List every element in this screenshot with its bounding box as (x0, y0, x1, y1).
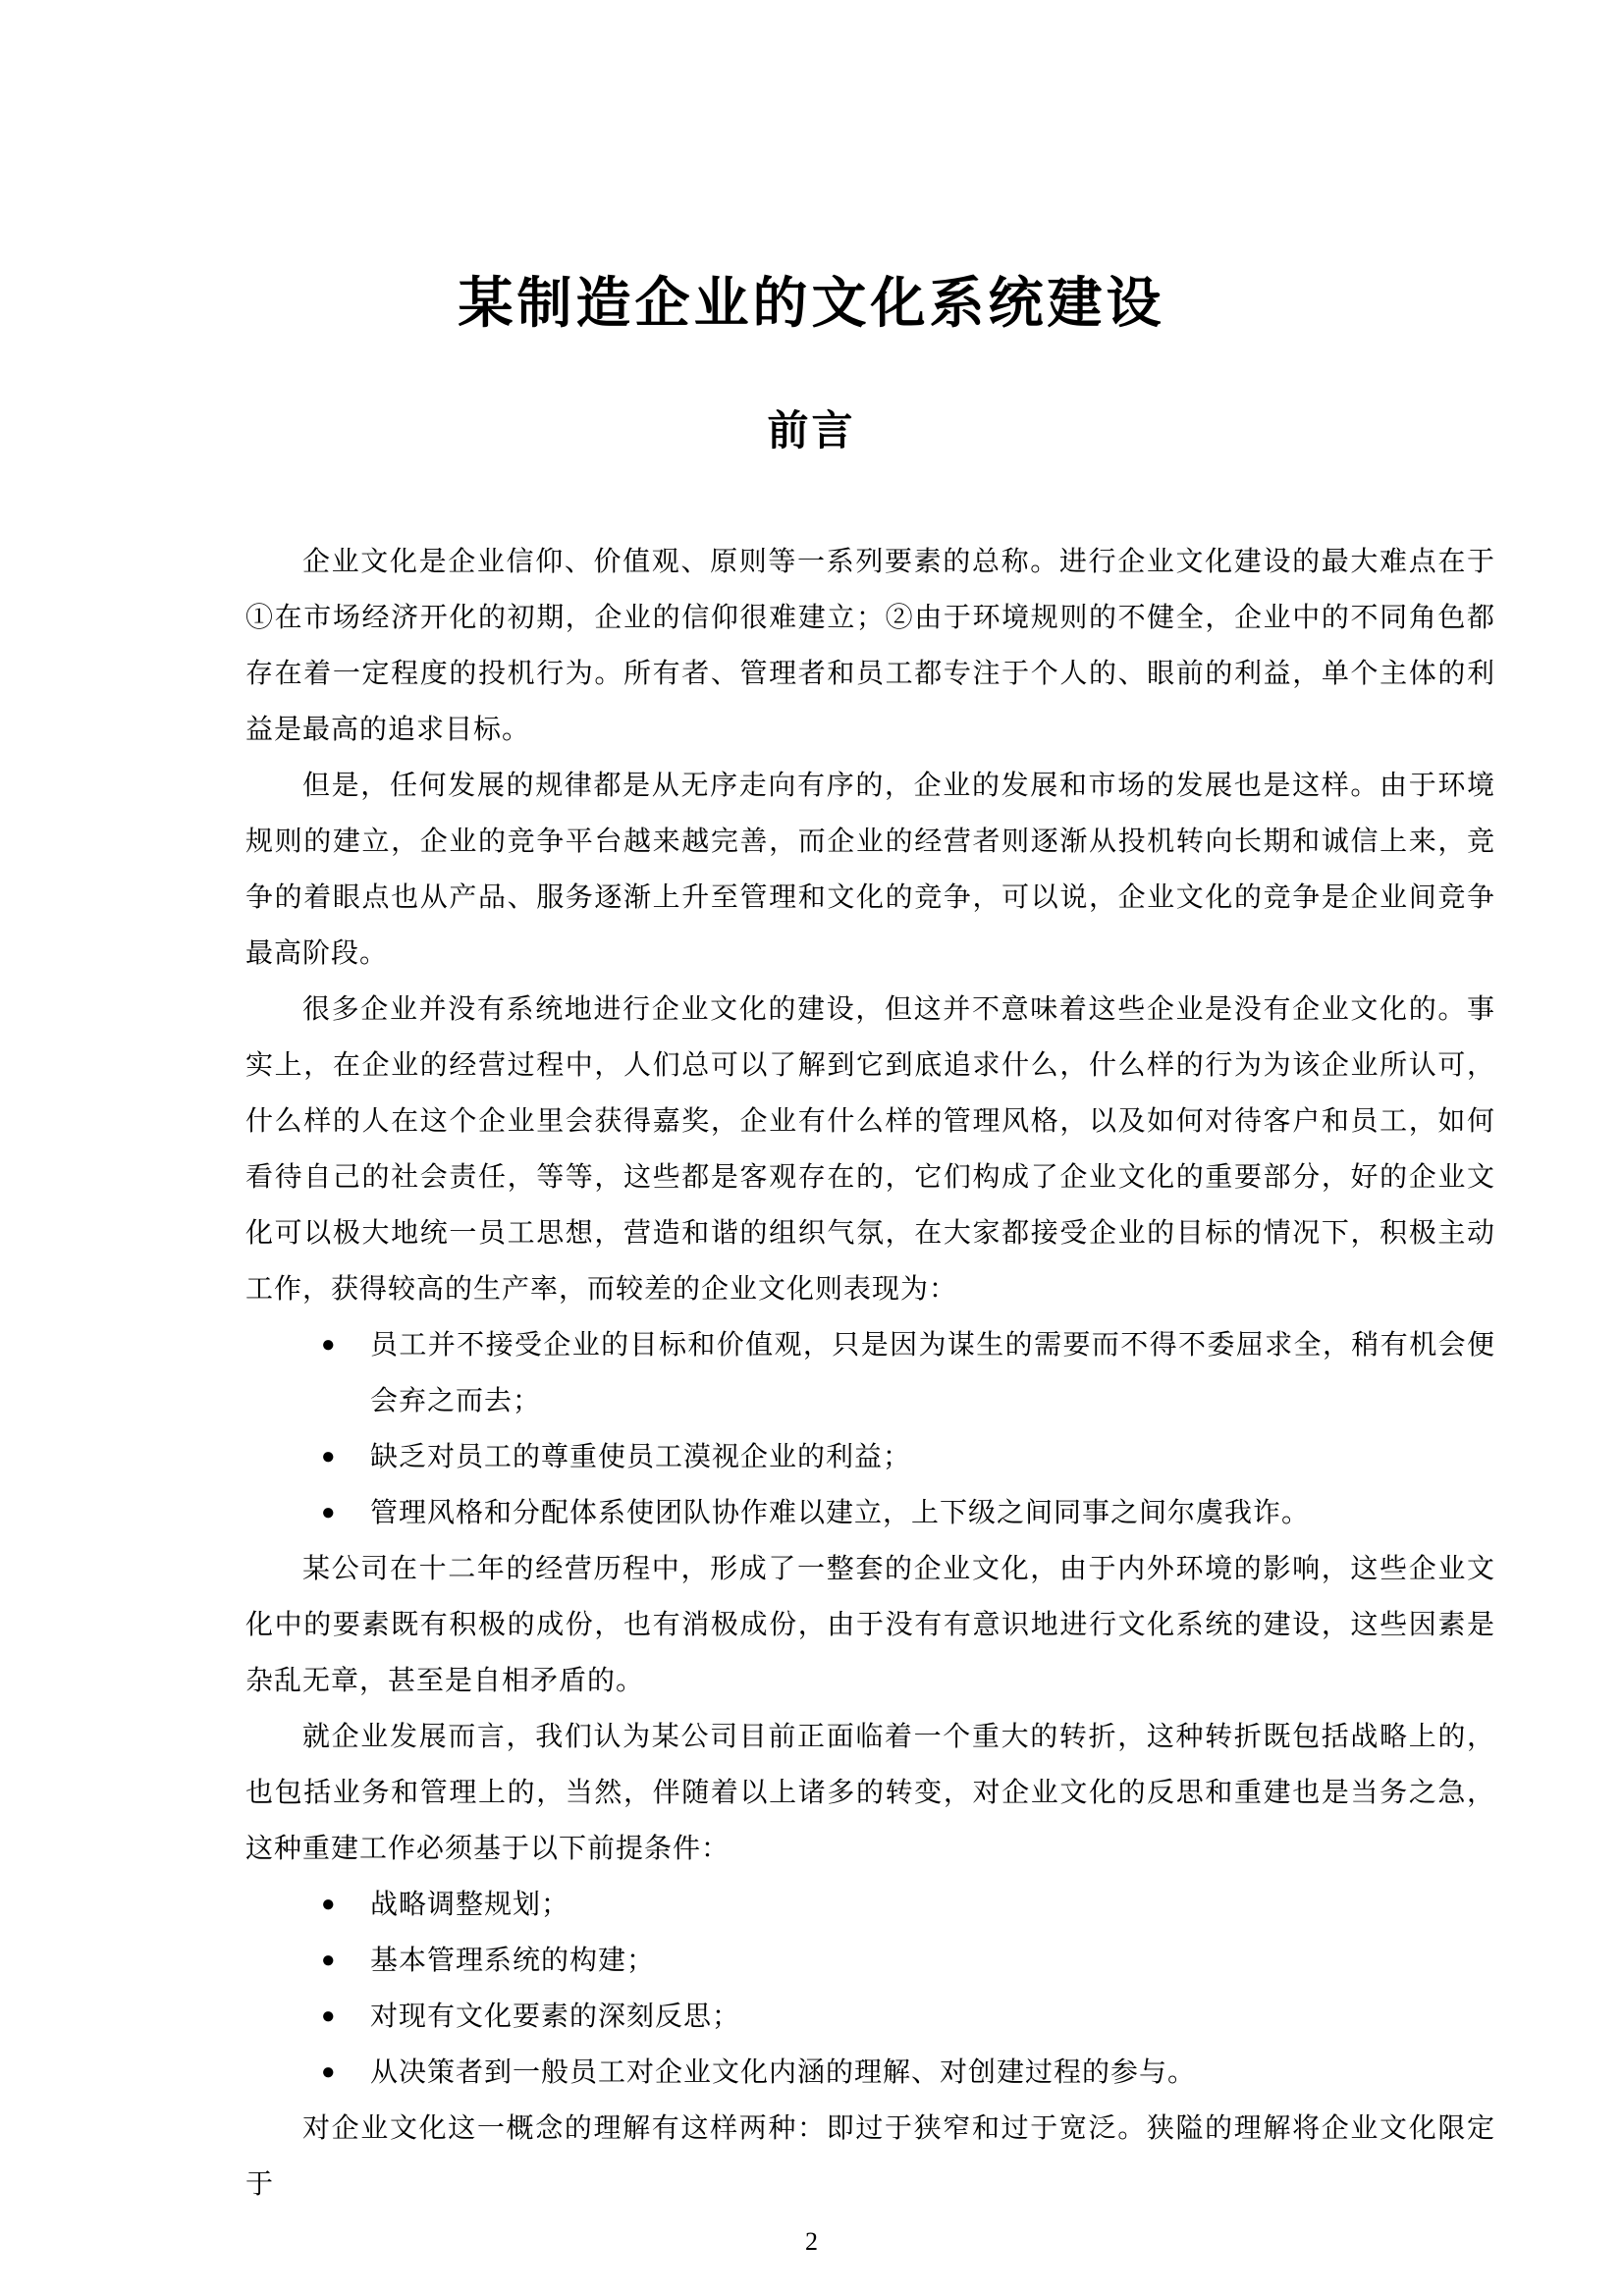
paragraph-intro: 企业文化是企业信仰、价值观、原则等一系列要素的总称。进行企业文化建设的最大难点在于①在市场经济开化的初期，企业的信仰很难建立；②由于环境规则的不健全，企业中的不同角色都存在着一定程度的投机行为。所有者、管理者和员工都专注于个人的、眼前的利益，单个主体的利益是最高的追求目标。 (245, 547, 1495, 745)
paragraph-turning-point: 就企业发展而言，我们认为某公司目前正面临着一个重大的转折，这种转折既包括战略上的，也包括业务和管理上的，当然，伴随着以上诸多的转变，对企业文化的反思和重建也是当务之急，这种重建工作必须基于以下前提条件： (245, 1722, 1495, 1864)
bullet-list-preconditions (245, 1877, 1495, 2101)
list-item (245, 1933, 1495, 1989)
bullet-icon: ● (321, 1948, 337, 1973)
bullet-icon: ● (321, 2003, 337, 2029)
list-item-text: 对现有文化要素的深刻反思； (370, 2002, 741, 2032)
list-item-text: 管理风格和分配体系使团队协作难以建立，上下级之间同事之间尔虞我诈。 (370, 1498, 1311, 1528)
bullet-icon: ● (321, 1332, 337, 1358)
bullet-icon: ● (321, 1892, 337, 1917)
list-item-text: 战略调整规划； (370, 1890, 570, 1920)
paragraph-development: 但是，任何发展的规律都是从无序走向有序的，企业的发展和市场的发展也是这样。由于环境规则的建立，企业的竞争平台越来越完善，而企业的经营者则逐渐从投机转向长期和诚信上来，竞争的着眼点也从产品、服务逐渐上升至管理和文化的竞争，可以说，企业文化的竞争是企业间竞争最高阶段。 (245, 771, 1495, 969)
list-item (245, 1317, 1495, 1429)
paragraph-concept-understanding: 对企业文化这一概念的理解有这样两种：即过于狭窄和过于宽泛。狭隘的理解将企业文化限定于 (245, 2113, 1495, 2200)
document-title: 某制造企业的文化系统建设 (458, 272, 1165, 334)
list-item-text: 从决策者到一般员工对企业文化内涵的理解、对创建过程的参与。 (370, 2057, 1197, 2088)
bullet-icon: ● (321, 1500, 337, 1525)
section-heading-preface: 前言 (767, 407, 856, 454)
bullet-list-bad-culture (245, 1317, 1495, 1541)
list-item-text: 员工并不接受企业的目标和价值观，只是因为谋生的需要而不得不委屈求全，稍有机会便会弃之而去； (370, 1330, 1495, 1416)
list-item (245, 1429, 1495, 1485)
list-item-text: 缺乏对员工的尊重使员工漠视企业的利益； (370, 1442, 912, 1472)
list-item (245, 1877, 1495, 1933)
page-number: 2 (805, 2227, 818, 2256)
bullet-icon: ● (321, 1444, 337, 1469)
paragraph-culture-exists: 很多企业并没有系统地进行企业文化的建设，但这并不意味着这些企业是没有企业文化的。事实上，在企业的经营过程中，人们总可以了解到它到底追求什么，什么样的行为为该企业所认可，什么样的人在这个企业里会获得嘉奖，企业有什么样的管理风格，以及如何对待客户和员工，如何看待自己的社会责任，等等，这些都是客观存在的，它们构成了企业文化的重要部分，好的企业文化可以极大地统一员工思想，营造和谐的组织气氛，在大家都接受企业的目标的情况下，积极主动工作，获得较高的生产率，而较差的企业文化则表现为： (245, 994, 1495, 1305)
list-item (245, 1485, 1495, 1541)
paragraph-company-history: 某公司在十二年的经营历程中，形成了一整套的企业文化，由于内外环境的影响，这些企业文化中的要素既有积极的成份，也有消极成份，由于没有有意识地进行文化系统的建设，这些因素是杂乱无章，甚至是自相矛盾的。 (245, 1554, 1495, 1696)
list-item-text: 基本管理系统的构建； (370, 1946, 656, 1976)
list-item (245, 2045, 1495, 2101)
document-body (0, 534, 1623, 2213)
list-item (245, 1989, 1495, 2045)
bullet-icon: ● (321, 2059, 337, 2085)
